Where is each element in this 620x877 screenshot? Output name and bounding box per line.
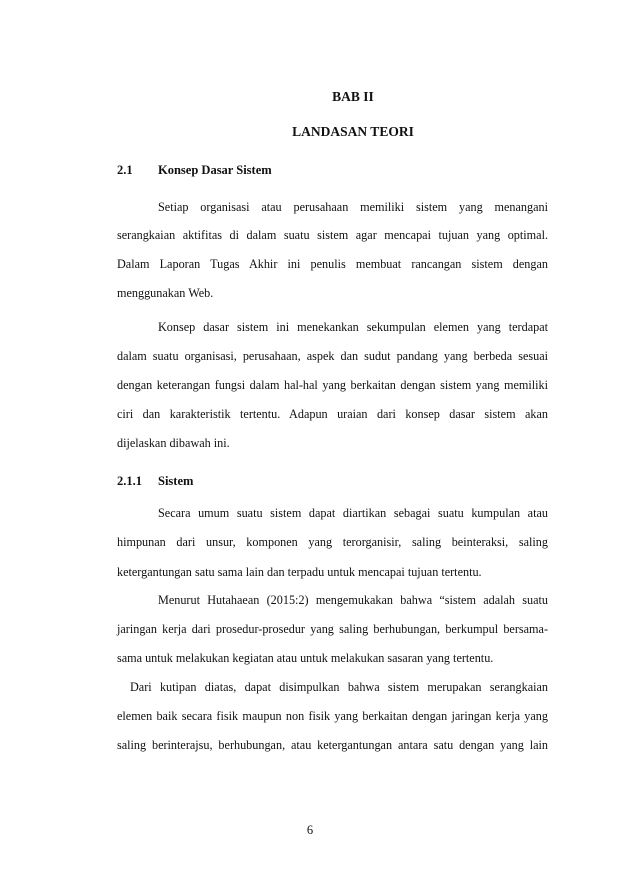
section-number: 2.1.1 bbox=[117, 474, 142, 488]
paragraph-line: serangkaian aktifitas di dalam suatu sistem agar mencapai tujuan yang optimal. bbox=[117, 228, 548, 242]
paragraph-line: dengan keterangan fungsi dalam hal-hal yang berkaitan dengan sistem yang memiliki bbox=[117, 378, 548, 392]
paragraph-line: Dalam Laporan Tugas Akhir ini penulis membuat rancangan sistem dengan bbox=[117, 257, 548, 271]
paragraph-line: menggunakan Web. bbox=[117, 286, 214, 300]
section-title: Konsep Dasar Sistem bbox=[158, 163, 272, 177]
paragraph-line: Konsep dasar sistem ini menekankan sekumpulan elemen yang terdapat bbox=[158, 320, 548, 334]
section-title: Sistem bbox=[158, 474, 194, 488]
paragraph-line: Secara umum suatu sistem dapat diartikan sebagai suatu kumpulan atau bbox=[158, 506, 548, 520]
paragraph-line: jaringan kerja dari prosedur-prosedur yang saling berhubungan, berkumpul bersama- bbox=[117, 622, 548, 636]
paragraph-line: ketergantungan satu sama lain dan terpadu untuk mencapai tujuan tertentu. bbox=[117, 565, 482, 579]
paragraph-line: himpunan dari unsur, komponen yang terorganisir, saling beinteraksi, saling bbox=[117, 535, 548, 549]
paragraph-line: saling berinterajsu, berhubungan, atau ketergantungan antara satu dengan yang lain bbox=[117, 738, 548, 752]
paragraph-line: elemen baik secara fisik maupun non fisik yang berkaitan dengan jaringan kerja yang bbox=[117, 709, 548, 723]
chapter-title: LANDASAN TEORI bbox=[292, 124, 414, 139]
paragraph-line: dalam suatu organisasi, perusahaan, aspek dan sudut pandang yang berbeda sesuai bbox=[117, 349, 548, 363]
page-number: 6 bbox=[306, 823, 314, 837]
paragraph-line: ciri dan karakteristik tertentu. Adapun uraian dari konsep dasar sistem akan bbox=[117, 407, 548, 421]
paragraph-line: dijelaskan dibawah ini. bbox=[117, 436, 230, 450]
paragraph-line: Setiap organisasi atau perusahaan memiliki sistem yang menangani bbox=[158, 200, 548, 214]
section-number: 2.1 bbox=[117, 163, 133, 177]
paragraph-line: Dari kutipan diatas, dapat disimpulkan bahwa sistem merupakan serangkaian bbox=[130, 680, 548, 694]
chapter-label: BAB II bbox=[332, 89, 374, 104]
paragraph-line: sama untuk melakukan kegiatan atau untuk melakukan sasaran yang tertentu. bbox=[117, 651, 494, 665]
paragraph-line: Menurut Hutahaean (2015:2) mengemukakan bahwa “sistem adalah suatu bbox=[158, 593, 548, 607]
